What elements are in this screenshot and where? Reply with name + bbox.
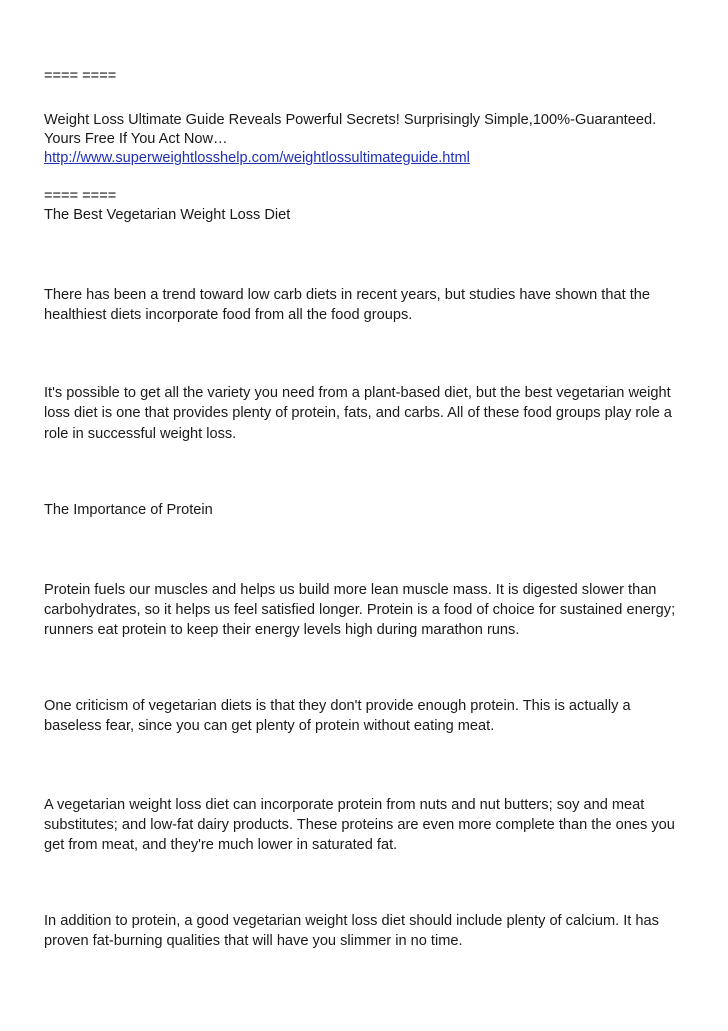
paragraph-line: carbohydrates, so it helps us feel satisfied longer. Protein is a food of choice for sustained energy;: [44, 602, 676, 618]
paragraph-line: proven fat-burning qualities that will have you slimmer in no time.: [44, 933, 463, 949]
paragraph-line: healthiest diets incorporate food from all the food groups.: [44, 307, 413, 323]
promo-line: Yours Free If You Act Now…: [44, 131, 228, 147]
paragraph-line: Protein fuels our muscles and helps us build more lean muscle mass. It is digested slower than: [44, 582, 657, 598]
paragraph-line: baseless fear, since you can get plenty of protein without eating meat.: [44, 718, 495, 734]
paragraph-line: runners eat protein to keep their energy levels high during marathon runs.: [44, 622, 520, 638]
paragraph-line: loss diet is one that provides plenty of protein, fats, and carbs. All of these food groups play role a: [44, 405, 672, 421]
paragraph-line: There has been a trend toward low carb diets in recent years, but studies have shown that the: [44, 287, 650, 303]
separator-bottom: ==== ====: [44, 188, 117, 204]
section-heading: The Importance of Protein: [44, 502, 213, 518]
paragraph-line: get from meat, and they're much lower in saturated fat.: [44, 837, 398, 853]
paragraph-line: In addition to protein, a good vegetarian weight loss diet should include plenty of calcium. It has: [44, 913, 659, 929]
paragraph-line: substitutes; and low-fat dairy products. These proteins are even more complete than the ones you: [44, 817, 675, 833]
paragraph-line: One criticism of vegetarian diets is that they don't provide enough protein. This is actually a: [44, 698, 631, 714]
paragraph-line: A vegetarian weight loss diet can incorporate protein from nuts and nut butters; soy and meat: [44, 797, 645, 813]
promo-line: Weight Loss Ultimate Guide Reveals Powerful Secrets! Surprisingly Simple,100%-Guaranteed.: [44, 112, 657, 128]
separator-top: ==== ====: [44, 68, 117, 84]
paragraph-line: role in successful weight loss.: [44, 426, 237, 442]
article-title: The Best Vegetarian Weight Loss Diet: [44, 207, 291, 223]
paragraph-line: It's possible to get all the variety you need from a plant-based diet, but the best vegetarian weight: [44, 385, 671, 401]
promo-link[interactable]: http://www.superweightlosshelp.com/weightlossultimateguide.html: [44, 150, 470, 166]
